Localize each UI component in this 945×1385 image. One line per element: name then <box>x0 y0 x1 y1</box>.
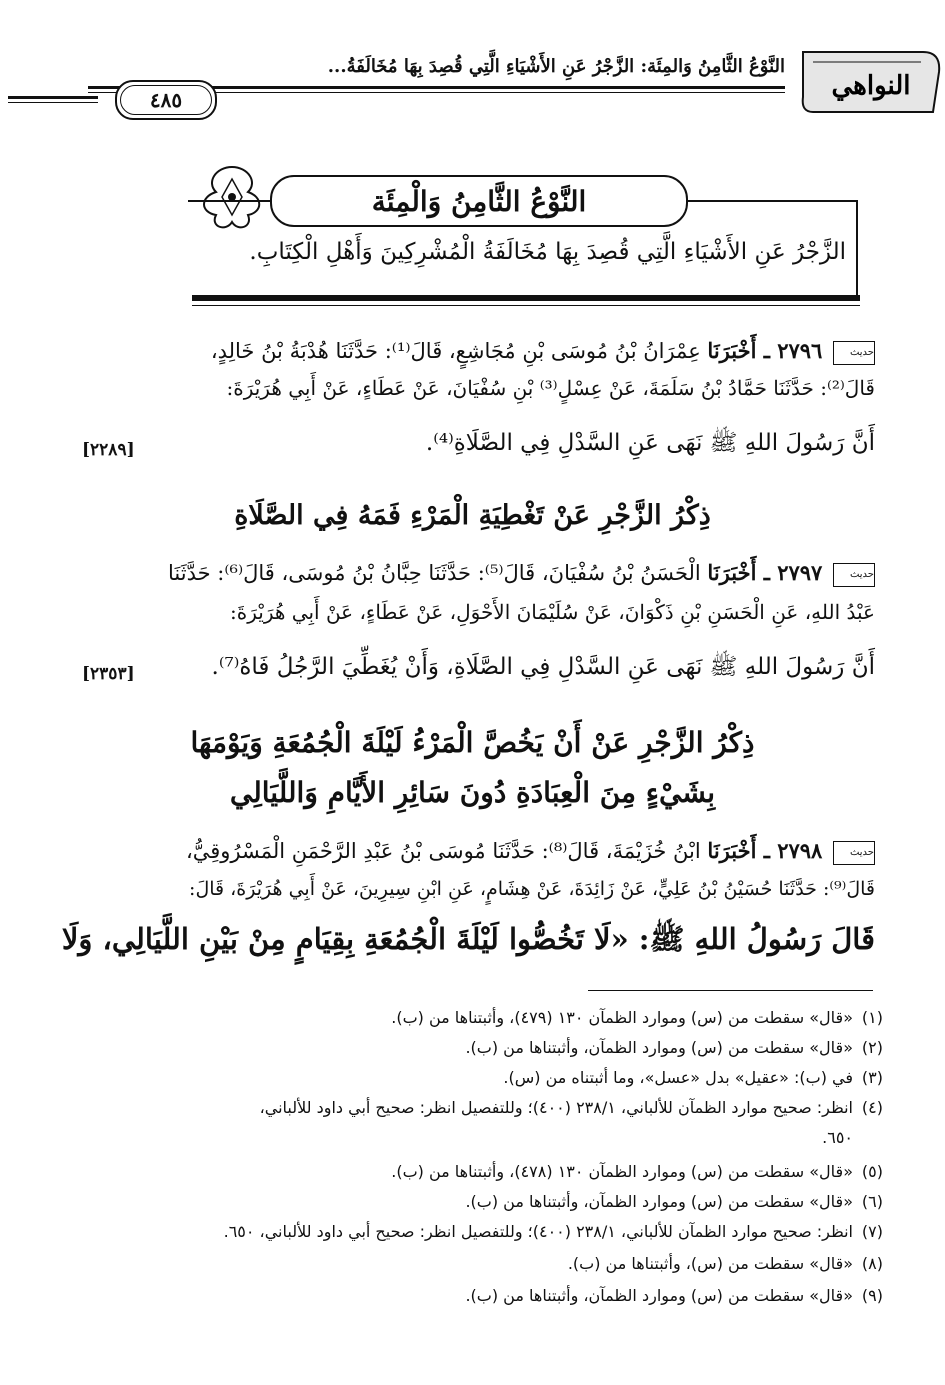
hadith-badge-icon: حديث <box>833 341 875 365</box>
hadith-2797-matn: أَنَّ رَسُولَ اللهِ ﷺ نَهَى عَنِ السَّدْلِ فِي الصَّلَاةِ، وَأَنْ يُغَطِّيَ الرَّجُلُ فَاهُ⁽⁷⁾. <box>211 654 875 680</box>
hadith-isnad: ابْنُ خُزَيْمَةَ، قَالَ⁽⁸⁾: حَدَّثَنَا مُوسَى بْنُ عَبْدِ الرَّحْمَنِ الْمَسْرُوقِيُّ، <box>185 839 701 863</box>
running-title: النَّوْعُ الثَّامِنُ وَالمِئَة: الزَّجْرُ عَنِ الأَشْيَاءِ الَّتِي قُصِدَ بِهَا مُخَالَفَةُ... <box>327 56 785 77</box>
hadith-2796-line2: قَالَ⁽²⁾: حَدَّثَنَا حَمَّادُ بْنُ سَلَمَةَ، عَنْ عِسْلٍ⁽³⁾ بْنِ سُفْيَانَ، عَنْ عَطَاءٍ، عَنْ أَبِي هُرَيْرَةَ: <box>226 376 875 400</box>
hadith-number: ٢٧٩٦ ـ أَخْبَرَنَا <box>707 338 823 363</box>
hadith-2798-line2: قَالَ⁽⁹⁾: حَدَّثَنَا حُسَيْنُ بْنُ عَلِيٍّ، عَنْ زَائِدَةَ، عَنْ هِشَامٍ، عَنِ ابْنِ سِيرِينَ، عَنْ أَبِي هُرَيْرَةَ، قَالَ: <box>189 878 875 900</box>
hadith-badge-icon: حديث <box>833 841 875 865</box>
hadith-2796-ref: [٢٢٨٩] <box>82 440 135 460</box>
hadith-2797-ref: [٢٣٥٣] <box>82 664 135 684</box>
chapter-frame <box>188 155 858 305</box>
hadith-isnad: الْحَسَنُ بْنُ سُفْيَانَ، قَالَ⁽⁵⁾: حَدَّثَنَا حِبَّانُ بْنُ مُوسَى، قَالَ⁽⁶⁾: حَدَّثَنَا <box>168 561 701 585</box>
section-heading-line1: ذِكْرُ الزَّجْرِ عَنْ أَنْ يَخُصَّ الْمَرْءُ لَيْلَةَ الْجُمُعَةِ وَيَوْمَهَا <box>190 726 755 759</box>
chapter-frame-right-line <box>856 200 858 295</box>
page-number: ٤٨٥ <box>115 80 217 120</box>
section-heading-line2: بِشَيْءٍ مِنَ الْعِبَادَةِ دُونَ سَائِرِ الأَيَّامِ وَاللَّيَالِي <box>229 776 716 809</box>
chapter-ornament-icon <box>188 157 276 237</box>
footnote: (٢)«قال» سقطت من (س) وموارد الظمآن، وأثبتناها من (ب). <box>465 1038 883 1057</box>
section-heading: ذِكْرُ الزَّجْرِ عَنْ تَغْطِيَةِ الْمَرْءِ فَمَهُ فِي الصَّلَاةِ <box>234 500 711 531</box>
hadith-2798-matn: قَالَ رَسُولُ اللهِ ﷺ: «لَا تَخُصُّوا لَيْلَةَ الْجُمُعَةِ بِقِيَامٍ مِنْ بَيْنِ اللَّيَالِي، وَلَا <box>61 922 875 956</box>
hadith-isnad: عِمْرَانُ بْنُ مُوسَى بْنِ مُجَاشِعٍ، قَالَ⁽¹⁾: حَدَّثَنَا هُدْبَةُ بْنُ خَالِدٍ، <box>210 339 701 363</box>
hadith-2796-line1 <box>211 338 875 365</box>
header-rule-left <box>8 96 98 103</box>
footnote: (١)«قال» سقطت من (س) وموارد الظمآن ١٣٠ (٤٧٩)، وأثبتناها من (ب). <box>391 1008 883 1027</box>
footnote-continuation: ٦٥٠. <box>822 1128 853 1147</box>
header-tag-text: النواهي <box>831 71 911 101</box>
hadith-2797-line1 <box>168 560 875 587</box>
hadith-number: ٢٧٩٨ ـ أَخْبَرَنَا <box>707 838 823 863</box>
hadith-2798-line1 <box>186 838 875 865</box>
footnote: (٣)في (ب): «عقيل» بدل «عسل»، وما أثبتناه من (س). <box>503 1068 883 1087</box>
chapter-bottom-rule <box>192 305 860 306</box>
footnote-separator <box>588 990 873 991</box>
footnote: (٦)«قال» سقطت من (س) وموارد الظمآن، وأثبتناها من (ب). <box>465 1192 883 1211</box>
hadith-2796-matn: أَنَّ رَسُولَ اللهِ ﷺ نَهَى عَنِ السَّدْلِ فِي الصَّلَاةِ⁽⁴⁾. <box>425 430 875 456</box>
footnote: (٥)«قال» سقطت من (س) وموارد الظمآن ١٣٠ (٤٧٨)، وأثبتناها من (ب). <box>391 1162 883 1181</box>
footnote: (٤)انظر: صحيح موارد الظمآن للألباني، ٢٣٨/١ (٤٠٠)؛ وللتفصيل انظر: صحيح أبي داود للألباني، <box>259 1098 883 1117</box>
hadith-number: ٢٧٩٧ ـ أَخْبَرَنَا <box>707 560 823 585</box>
chapter-subtitle: الزَّجْرُ عَنِ الأَشْيَاءِ الَّتِي قُصِدَ بِهَا مُخَالَفَةُ الْمُشْرِكِينَ وَأَهْلِ الْكِتَابِ. <box>249 239 846 265</box>
footnote: (٩)«قال» سقطت من (س) وموارد الظمآن، وأثبتناها من (ب). <box>465 1286 883 1305</box>
hadith-badge-icon: حديث <box>833 563 875 587</box>
chapter-bottom-bar <box>192 295 860 301</box>
footnote: (٧)انظر: صحيح موارد الظمآن للألباني، ٢٣٨/١ (٤٠٠)؛ وللتفصيل انظر: صحيح أبي داود للألباني، ٦٥٠. <box>223 1222 883 1241</box>
footnote: (٨)«قال» سقطت من (س)، وأثبتناها من (ب). <box>567 1254 883 1273</box>
header-tag-ornament <box>793 42 943 122</box>
chapter-title: النَّوْعُ الثَّامِنُ وَالْمِئَة <box>270 175 688 227</box>
hadith-2797-line2: عَبْدُ اللهِ، عَنِ الْحَسَنِ بْنِ ذَكْوَانَ، عَنْ سُلَيْمَانَ الأَحْوَلِ، عَنْ عَطَاءٍ، عَنْ أَبِي هُرَيْرَةَ: <box>230 600 875 624</box>
